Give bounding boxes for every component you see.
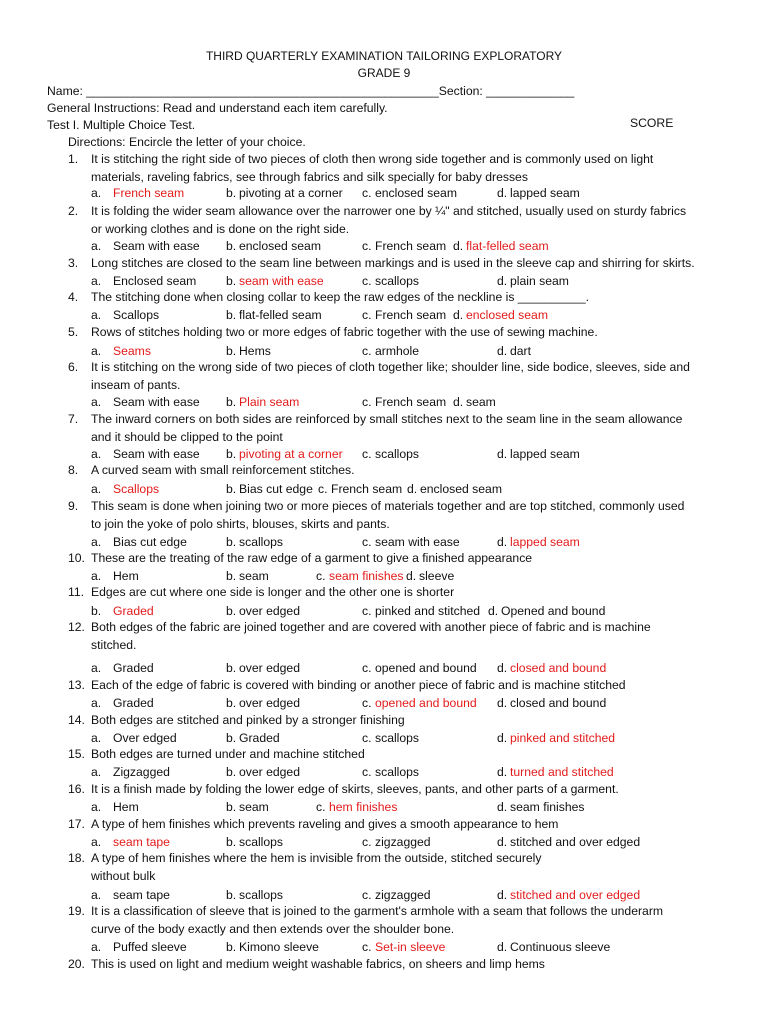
option-text[interactable]: over edged [239,765,300,779]
option-text[interactable]: dart [510,344,532,358]
question-text-line: Each of the edge of fabric is covered with binding or another piece of fabric and is machine stitched [91,678,626,692]
question-number: 2. [68,204,79,218]
question-number: 7. [68,412,79,426]
question-text-line: This is used on light and medium weight washable fabrics, on sheers and limp hems [91,957,545,971]
option-letter[interactable]: a. [91,344,102,358]
option-letter[interactable]: a. [91,940,102,954]
option-text[interactable]: closed and bound [510,696,607,710]
option-letter[interactable]: a. [91,308,102,322]
question-text-line: It is stitching the right side of two pieces of cloth then wrong side together and is commonly used on light [91,152,654,166]
answer-option-text[interactable]: Seams [113,344,151,358]
option-letter[interactable]: a. [91,447,102,461]
option-letter[interactable]: c. [362,186,372,200]
option-letter[interactable]: b. [226,308,237,322]
option-text[interactable]: French seam [331,482,403,496]
option-text[interactable]: Opened and bound [501,604,606,618]
question-number: 17. [68,817,85,831]
option-text[interactable]: lapped seam [510,186,580,200]
question-number: 1. [68,152,79,166]
option-text[interactable]: stitched and over edged [510,835,641,849]
option-text[interactable]: enclosed seam [375,186,457,200]
option-letter[interactable]: b. [226,535,237,549]
option-text[interactable]: scallops [375,765,420,779]
option-letter[interactable]: a. [91,535,102,549]
option-letter[interactable]: b. [226,186,237,200]
option-letter[interactable]: b. [226,800,237,814]
option-text[interactable]: Scallops [113,308,160,322]
option-text[interactable]: Hem [113,569,139,583]
question-text-line: and it should be clipped to the point [91,429,283,444]
option-letter[interactable]: b. [226,661,237,675]
question-text-line: materials, raveling fabrics, see through fabrics and silk specially for baby dresses [91,169,528,184]
option-letter[interactable]: c. [316,800,326,814]
question-text-line: A type of hem finishes which prevents raveling and gives a smooth appearance to hem [91,817,559,831]
name-section-line: Name: ____________________________________________________Section: _____________ [47,84,575,98]
option-letter[interactable]: c. [362,447,372,461]
option-text[interactable]: Hem [113,800,139,814]
option-text[interactable]: Continuous sleeve [510,940,611,954]
answer-option-text[interactable]: enclosed seam [466,308,548,322]
option-text[interactable]: lapped seam [510,447,580,461]
option-text[interactable]: seam [239,800,269,814]
question-text-line: The inward corners on both sides are reinforced by small stitches next to the seam line in the seam allowance [91,412,683,426]
option-text[interactable]: pivoting at a corner [239,186,343,200]
option-text[interactable]: zigzagged [375,888,431,902]
option-letter[interactable]: d. [497,765,508,779]
option-text[interactable]: zigzagged [375,835,431,849]
option-text[interactable]: scallops [375,731,420,745]
option-letter[interactable]: a. [91,835,102,849]
answer-option-text[interactable]: Scallops [113,482,160,496]
option-letter[interactable]: a. [91,274,102,288]
option-text[interactable]: Seam with ease [113,447,200,461]
option-letter[interactable]: a. [91,569,102,583]
question-text-line: Long stitches are closed to the seam line between markings and is used in the sleeve cap and shirring for skirts. [91,256,695,270]
option-letter[interactable]: d. [406,569,417,583]
question-text-line: It is folding the wider seam allowance over the narrower one by ¼" and stitched, usually used on sturdy fabrics [91,204,687,218]
option-letter[interactable]: b. [226,835,237,849]
option-text[interactable]: Graded [113,696,154,710]
question-number: 8. [68,463,79,477]
option-text[interactable]: scallops [375,447,420,461]
option-letter[interactable]: a. [91,395,102,409]
question-number: 4. [68,290,79,304]
answer-option-text[interactable]: seam with ease [239,274,324,288]
option-letter[interactable]: d. [488,604,499,618]
question-text-line: A curved seam with small reinforcement stitches. [91,463,355,477]
question-text-line: curve of the body exactly and then extends over the shoulder bone. [91,921,455,936]
question-text-line: These are the treating of the raw edge of a garment to give a finished appearance [91,551,533,565]
general-instructions: General Instructions: Read and understand each item carefully. [47,101,388,115]
answer-option-text[interactable]: Plain seam [239,395,300,409]
question-number: 15. [68,747,85,761]
option-letter[interactable]: d. [497,447,508,461]
question-text-line: Rows of stitches holding two or more edges of fabric together with the use of sewing machine. [91,325,598,339]
option-text[interactable]: Bias cut edge [113,535,187,549]
option-letter[interactable]: c. [362,661,372,675]
option-text[interactable]: French seam [375,239,447,253]
question-text-line: Both edges are stitched and pinked by a stronger finishing [91,713,405,727]
option-letter[interactable]: d. [497,731,508,745]
option-letter[interactable]: a. [91,731,102,745]
answer-option-text[interactable]: Set-in sleeve [375,940,446,954]
question-number: 19. [68,904,85,918]
option-letter[interactable]: c. [362,239,372,253]
option-text[interactable]: enclosed seam [239,239,321,253]
option-letter[interactable]: b. [226,940,237,954]
option-text[interactable]: Graded [239,731,280,745]
option-letter[interactable]: a. [91,661,102,675]
option-letter[interactable]: d. [497,835,508,849]
option-letter[interactable]: a. [91,696,102,710]
grade-label: GRADE 9 [357,66,411,80]
option-text[interactable]: pinked and stitched [375,604,481,618]
option-text[interactable]: scallops [239,535,284,549]
answer-option-text[interactable]: lapped seam [510,535,580,549]
option-letter[interactable]: b. [226,395,237,409]
test-label: Test I. Multiple Choice Test. [47,118,196,132]
option-letter[interactable]: c. [362,731,372,745]
option-letter[interactable]: b. [226,569,237,583]
option-text[interactable]: seam [239,569,269,583]
question-text-line: It is a finish made by folding the lower edge of skirts, sleeves, pants, and other parts of a garment. [91,782,619,796]
option-letter[interactable]: d. [453,308,464,322]
option-letter[interactable]: d. [497,661,508,675]
question-text-line: Both edges of the fabric are joined together and are covered with another piece of fabric and is machine [91,620,651,634]
option-letter[interactable]: a. [91,800,102,814]
option-letter[interactable]: d. [453,239,464,253]
option-text[interactable]: seam [466,395,496,409]
answer-option-text[interactable]: Graded [113,604,154,618]
answer-option-text[interactable]: pivoting at a corner [239,447,343,461]
question-text-line: It is stitching on the wrong side of two pieces of cloth together like; shoulder line, side bodice, sleeves, side and [91,360,690,374]
exam-title: THIRD QUARTERLY EXAMINATION TAILORING EXPLORATORY [205,49,563,63]
question-number: 18. [68,851,85,865]
option-letter[interactable]: d. [497,344,508,358]
question-text-line: stitched. [91,637,137,652]
option-letter[interactable]: b. [226,344,237,358]
option-text[interactable]: flat-felled seam [239,308,322,322]
option-letter[interactable]: c. [362,308,372,322]
answer-option-text[interactable]: French seam [113,186,185,200]
question-text-line: inseam of pants. [91,377,181,392]
option-letter[interactable]: d. [497,800,508,814]
answer-option-text[interactable]: turned and stitched [510,765,614,779]
question-number: 16. [68,782,85,796]
option-letter[interactable]: b. [226,447,237,461]
question-number: 12. [68,620,85,634]
option-text[interactable]: Kimono sleeve [239,940,319,954]
option-letter[interactable]: c. [362,535,372,549]
option-text[interactable]: Over edged [113,731,177,745]
option-text[interactable]: Hems [239,344,271,358]
option-letter[interactable]: a. [91,888,102,902]
question-number: 6. [68,360,79,374]
question-number: 13. [68,678,85,692]
option-text[interactable]: enclosed seam [420,482,502,496]
option-letter[interactable]: b. [226,731,237,745]
question-text-line: The stitching done when closing collar to keep the raw edges of the neckline is __________. [91,290,589,304]
option-letter[interactable]: c. [362,274,372,288]
answer-option-text[interactable]: seam tape [113,835,170,849]
option-text[interactable]: Enclosed seam [113,274,197,288]
question-number: 3. [68,256,79,270]
option-text[interactable]: seam tape [113,888,170,902]
option-letter[interactable]: b. [226,239,237,253]
option-letter[interactable]: d. [497,940,508,954]
directions: Directions: Encircle the letter of your choice. [68,135,306,149]
option-text[interactable]: French seam [375,395,447,409]
option-text[interactable]: scallops [375,274,420,288]
option-text[interactable]: seam with ease [375,535,460,549]
option-text[interactable]: Zigzagged [113,765,170,779]
question-number: 20. [68,957,85,971]
option-text[interactable]: opened and bound [375,661,477,675]
option-text[interactable]: over edged [239,661,300,675]
question-number: 10. [68,551,85,565]
option-letter[interactable]: d. [407,482,418,496]
option-letter[interactable]: d. [453,395,464,409]
option-letter[interactable]: c. [362,395,372,409]
question-number: 5. [68,325,79,339]
question-number: 14. [68,713,85,727]
question-text-line: or working clothes and is done on the right side. [91,221,350,236]
option-text[interactable]: French seam [375,308,447,322]
option-text[interactable]: Seam with ease [113,395,200,409]
option-text[interactable]: over edged [239,604,300,618]
option-text[interactable]: Bias cut edge [239,482,313,496]
option-letter[interactable]: b. [226,765,237,779]
option-text[interactable]: seam finishes [510,800,585,814]
answer-option-text[interactable]: closed and bound [510,661,607,675]
question-number: 11. [68,585,85,599]
option-letter[interactable]: b. [226,274,237,288]
option-letter[interactable]: c. [362,344,372,358]
option-text[interactable]: Puffed sleeve [113,940,187,954]
option-letter[interactable]: c. [362,604,372,618]
option-letter[interactable]: b. [226,888,237,902]
option-letter[interactable]: a. [91,482,102,496]
option-text[interactable]: Seam with ease [113,239,200,253]
option-text[interactable]: sleeve [419,569,455,583]
answer-option-text[interactable]: pinked and stitched [510,731,616,745]
question-text-line: It is a classification of sleeve that is joined to the garment's armhole with a seam that follows the underarm [91,904,664,918]
question-text-line: Both edges are turned under and machine stitched [91,747,365,761]
option-text[interactable]: Graded [113,661,154,675]
answer-option-text[interactable]: seam finishes [329,569,404,583]
option-letter[interactable]: a. [91,239,102,253]
answer-option-text[interactable]: stitched and over edged [510,888,641,902]
option-letter[interactable]: d. [497,696,508,710]
answer-option-text[interactable]: flat-felled seam [466,239,549,253]
option-letter[interactable]: d. [497,535,508,549]
option-letter[interactable]: d. [497,186,508,200]
option-letter[interactable]: c. [316,569,326,583]
option-letter[interactable]: a. [91,765,102,779]
answer-option-text[interactable]: hem finishes [329,800,398,814]
option-letter[interactable]: c. [362,940,372,954]
option-text[interactable]: scallops [239,835,284,849]
option-letter[interactable]: c. [362,696,372,710]
option-letter[interactable]: c. [362,835,372,849]
option-letter[interactable]: b. [226,482,237,496]
option-text[interactable]: over edged [239,696,300,710]
option-letter[interactable]: b. [226,604,237,618]
question-number: 9. [68,499,79,513]
option-text[interactable]: scallops [239,888,284,902]
question-text-line: Edges are cut where one side is longer and the other one is shorter [91,585,455,599]
option-letter[interactable]: b. [226,696,237,710]
option-letter[interactable]: a. [91,186,102,200]
option-text[interactable]: plain seam [510,274,569,288]
question-text-line: This seam is done when joining two or more pieces of materials together and are top stitched, commonly used [91,499,685,513]
option-text[interactable]: armhole [375,344,420,358]
question-text-line: A type of hem finishes where the hem is invisible from the outside, stitched securely [91,851,542,865]
option-letter[interactable]: c. [362,888,372,902]
option-letter[interactable]: c. [362,765,372,779]
answer-option-text[interactable]: opened and bound [375,696,477,710]
question-text-line: without bulk [91,868,156,883]
question-text-line: to join the yoke of polo shirts, blouses, skirts and pants. [91,516,390,531]
option-letter[interactable]: d. [497,274,508,288]
option-letter[interactable]: c. [318,482,328,496]
option-letter[interactable]: d. [497,888,508,902]
option-letter[interactable]: b. [91,604,102,618]
score-label: SCORE [630,116,674,130]
